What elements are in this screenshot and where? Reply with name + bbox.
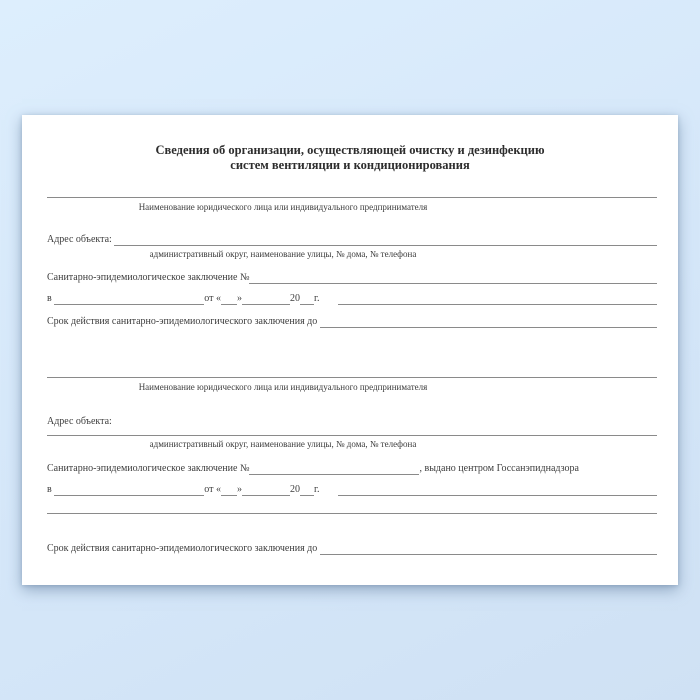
- address-caption: административный округ, наименование улицы, № дома, № телефона: [149, 439, 417, 449]
- date-from-label: от «: [204, 484, 221, 495]
- sanitary-conclusion-row: [47, 461, 657, 475]
- issuer-blank-line: [54, 482, 204, 496]
- org-name-blank-line: [47, 197, 657, 198]
- extra-blank-line: [338, 482, 657, 496]
- year-suffix-label: г.: [313, 293, 322, 304]
- conclusion-date-row: [47, 291, 657, 305]
- day-blank-line: [221, 291, 237, 305]
- validity-row: [47, 541, 657, 555]
- issued-in-label: в: [47, 484, 55, 495]
- spacer: [322, 483, 338, 496]
- object-address-blank-line: [114, 232, 657, 246]
- object-address-label: Адрес объекта:: [47, 234, 115, 245]
- close-quote-label: »: [236, 293, 242, 304]
- month-blank-line: [242, 291, 290, 305]
- address-caption-row: [47, 439, 519, 450]
- issuer-blank-line: [54, 291, 204, 305]
- object-address-blank-line: [47, 435, 657, 436]
- address-caption: административный округ, наименование улицы, № дома, № телефона: [149, 249, 417, 259]
- form-title-line1: Сведения об организации, осуществляющей очистку и дезинфекцию: [155, 143, 545, 157]
- sanitary-conclusion-label: Санитарно-эпидемиологическое заключение №: [47, 272, 250, 283]
- extra-blank-line: [47, 513, 657, 514]
- form-title-line2: систем вентиляции и кондиционирования: [230, 157, 470, 172]
- conclusion-number-blank-line: [249, 461, 419, 475]
- date-from-label: от «: [204, 293, 221, 304]
- spacer: [322, 292, 338, 305]
- year-blank-line: [300, 482, 314, 496]
- org-name-caption: Наименование юридического лица или индивидуального предпринимателя: [138, 202, 428, 212]
- validity-date-blank-line: [320, 541, 657, 555]
- day-blank-line: [221, 482, 237, 496]
- sanitary-conclusion-label: Санитарно-эпидемиологическое заключение №: [47, 463, 250, 474]
- year-prefix-label: 20: [289, 484, 300, 495]
- issued-in-label: в: [47, 293, 55, 304]
- sanitary-conclusion-row: [47, 270, 657, 284]
- year-prefix-label: 20: [289, 293, 300, 304]
- org-name-caption-row: [47, 382, 519, 393]
- object-address-row: [47, 232, 657, 246]
- year-blank-line: [300, 291, 314, 305]
- org-name-caption-row: [47, 202, 519, 213]
- conclusion-number-blank-line: [249, 270, 657, 284]
- validity-row: [47, 314, 657, 328]
- address-caption-row: [47, 249, 519, 260]
- validity-label: Срок действия санитарно-эпидемиологического заключения до: [47, 316, 320, 327]
- org-name-caption: Наименование юридического лица или индивидуального предпринимателя: [138, 382, 428, 392]
- month-blank-line: [242, 482, 290, 496]
- object-address-row: [47, 415, 657, 428]
- issued-by-label: , выдано центром Госсанэпиднадзора: [419, 463, 579, 474]
- year-suffix-label: г.: [313, 484, 322, 495]
- object-address-label: Адрес объекта:: [47, 416, 112, 427]
- validity-date-blank-line: [320, 314, 657, 328]
- extra-blank-line: [338, 291, 657, 305]
- form-title: [22, 143, 678, 173]
- close-quote-label: »: [236, 484, 242, 495]
- conclusion-date-row: [47, 482, 657, 496]
- validity-label: Срок действия санитарно-эпидемиологического заключения до: [47, 543, 320, 554]
- org-name-blank-line: [47, 377, 657, 378]
- form-document: [22, 115, 678, 585]
